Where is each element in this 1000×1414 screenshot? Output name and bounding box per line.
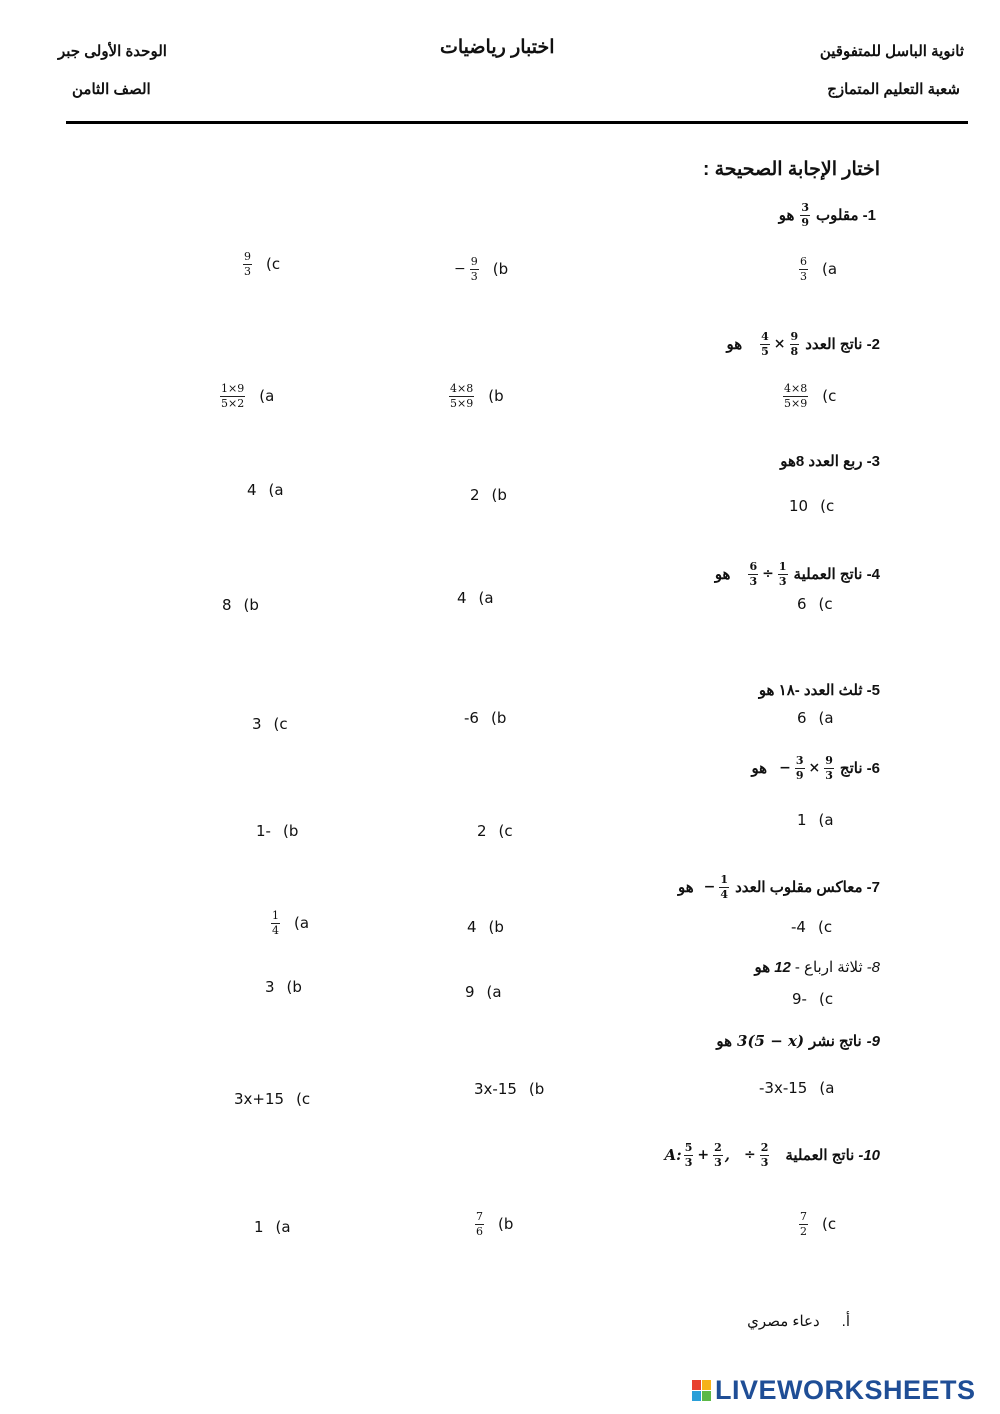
q6-option-a[interactable] [797,811,834,829]
question-9-number: 9- [866,1032,880,1050]
q7-option-b-value: 4 [467,918,477,936]
question-1-tail: هو [778,207,795,225]
q9-option-b-label: (b [528,1080,545,1098]
q3-option-b[interactable] [470,486,507,504]
q2-option-b-value: $\frac{4\times 8}{5\times 9}$ [450,382,474,410]
q8-option-a-label: (a [486,983,502,1001]
question-2-label: 2- ناتج العدد [805,336,880,354]
q7-option-a-value: $\frac{1}{4}$ [272,909,279,937]
q3-option-a[interactable] [247,481,284,499]
teacher-signature [747,1312,850,1330]
school-name: ثانوية الباسل للمتفوقين [819,43,964,60]
q8-option-c[interactable] [792,990,833,1008]
q1-option-b[interactable] [452,256,508,282]
signature-prefix: أ. [841,1313,850,1330]
question-4 [715,561,880,587]
question-9-expression: 3(5 − x) [737,1032,805,1050]
q10-option-b-value: $\frac{7}{6}$ [476,1210,483,1238]
q2-option-a-label: (a [259,387,275,406]
q4-option-a[interactable] [457,589,494,607]
q8-option-a-value: 9 [465,983,475,1001]
q7-option-b[interactable] [467,918,504,936]
q4-option-a-label: (a [478,589,494,607]
question-8-number: 8- [866,958,880,976]
q1-option-b-sign: − [454,261,466,278]
q2-option-c-label: (c [822,387,837,406]
unit-name: الوحدة الأولى جبر [58,43,167,60]
q10-option-c-value: $\frac{7}{2}$ [800,1210,807,1238]
q9-option-a-label: (a [819,1079,835,1097]
q8-option-c-value: 9- [792,990,807,1008]
question-1-fraction: $\frac{3}{9}$ [801,201,810,229]
q8-option-a[interactable] [465,983,502,1001]
q5-option-b-value: -6 [464,709,479,727]
q9-option-c[interactable] [234,1090,310,1108]
q2-option-a-value: $\frac{1\times 9}{5\times 2}$ [221,382,245,410]
question-4-expression: $\frac{6}{3}$ ÷ $\frac{1}{3}$ [749,560,787,588]
q6-option-b[interactable] [256,822,298,840]
question-10-label: ناتج العملية [785,1147,855,1165]
q1-option-a[interactable] [797,256,837,282]
grade-name: الصف الثامن [72,81,151,98]
q1-option-c[interactable] [241,251,280,277]
q10-option-a-label: (a [275,1218,291,1236]
liveworksheets-logo-text: LIVEWORKSHEETS [715,1375,976,1405]
question-6-tail: هو [751,760,768,778]
question-6-expression: − $\frac{3}{9}$ × $\frac{9}{3}$ [779,754,833,782]
q8-option-c-label: (c [818,990,834,1008]
q4-option-c[interactable] [797,595,833,613]
q7-option-c[interactable] [791,918,832,936]
q5-option-a[interactable] [797,709,834,727]
q1-option-a-label: (a [822,260,838,279]
question-9-tail: هو [716,1033,733,1050]
q10-option-b-label: (b [498,1215,514,1234]
q1-option-c-value: $\frac{9}{3}$ [244,250,251,278]
q5-option-a-value: 6 [797,709,807,727]
question-2-expression: $\frac{4}{5}$ × $\frac{9}{8}$ [761,330,799,358]
q2-option-c-value: $\frac{4\times 8}{5\times 9}$ [784,382,808,410]
q4-option-b[interactable] [222,596,259,614]
q7-option-a[interactable] [269,910,309,936]
q2-option-a[interactable] [218,383,274,409]
q6-option-c-label: (c [498,822,513,840]
q7-option-a-label: (a [294,914,310,933]
question-9-label: ناتج نشر [809,1033,862,1050]
question-10-expression: A: $\frac{5}{3}$ + $\frac{2}{3}$ , ÷ $\frac{2}{3}$ [664,1141,769,1169]
question-8-tail: هو [754,959,771,976]
question-7 [678,874,880,900]
liveworksheets-logo[interactable] [692,1375,976,1406]
question-1 [779,202,876,228]
q5-option-c-label: (c [273,715,288,733]
q4-option-a-value: 4 [457,589,467,607]
question-3: 3- ربع العدد 8هو [780,453,880,470]
q9-option-b-value: 3x-15 [474,1080,517,1098]
question-2-tail: هو [726,336,743,354]
q9-option-a[interactable] [759,1079,834,1097]
q3-option-c-value: 10 [789,497,809,515]
q10-option-c-label: (c [822,1215,837,1234]
q8-option-b-value: 3 [265,978,275,996]
question-5: 5- ثلث العدد -١٨ هو [758,682,880,699]
q7-option-c-value: -4 [791,918,806,936]
q9-option-c-value: 3x+15 [234,1090,285,1108]
question-4-label: 4- ناتج العملية [793,566,880,584]
q1-option-c-label: (c [266,255,281,274]
question-10 [665,1142,881,1168]
branch-name: شعبة التعليم المتمازج [827,81,960,98]
liveworksheets-logo-icon [692,1380,711,1401]
q7-option-c-label: (c [817,918,833,936]
q4-option-b-value: 8 [222,596,232,614]
q8-option-b[interactable] [265,978,302,996]
question-2 [726,331,880,357]
question-7-expression: − $\frac{1}{4}$ [703,873,729,901]
teacher-name: دعاء مصري [747,1313,820,1330]
q2-option-b[interactable] [447,383,504,409]
q5-option-b[interactable] [464,709,506,727]
q3-option-b-label: (b [491,486,507,504]
q3-option-b-value: 2 [470,486,480,504]
question-9 [716,1032,880,1050]
q9-option-c-label: (c [296,1090,311,1108]
q10-option-c[interactable] [797,1211,836,1237]
q3-option-c-label: (c [820,497,835,515]
q6-option-a-label: (a [818,811,834,829]
question-4-tail: هو [714,566,731,584]
q1-option-b-value: $\frac{9}{3}$ [470,255,478,283]
q9-option-a-value: -3x-15 [759,1079,808,1097]
q2-option-b-label: (b [488,387,504,406]
page-title: اختبار رياضيات [440,37,555,58]
q4-option-b-label: (b [243,596,259,614]
q4-option-c-value: 6 [797,595,807,613]
q3-option-a-value: 4 [247,481,257,499]
question-10-number: 10- [858,1146,880,1164]
question-8-label: ثلاثة ارباع - [794,959,863,976]
question-7-label: 7- معاكس مقلوب العدد [735,879,880,897]
q5-option-c[interactable] [252,715,288,733]
q3-option-c[interactable] [789,497,834,515]
q6-option-b-label: (b [282,822,299,840]
q5-option-b-label: (b [490,709,507,727]
question-6 [751,755,880,781]
question-8 [755,958,880,976]
q10-option-a[interactable] [254,1218,291,1236]
q6-option-b-value: 1- [256,822,271,840]
question-6-label: 6- ناتج [839,760,880,778]
question-8-value: 12 [774,958,791,976]
q9-option-b[interactable] [474,1080,544,1098]
q7-option-b-label: (b [488,918,504,936]
question-1-label: 1- مقلوب [816,207,876,225]
header-divider [66,121,968,124]
q1-option-b-label: (b [492,260,509,279]
question-7-tail: هو [678,879,694,897]
instruction: اختار الإجابة الصحيحة : [702,159,880,180]
q10-option-a-value: 1 [254,1218,264,1236]
q1-option-a-value: $\frac{6}{3}$ [800,255,807,283]
q5-option-c-value: 3 [252,715,262,733]
q6-option-c-value: 2 [477,822,487,840]
q5-option-a-label: (a [818,709,834,727]
q2-option-c[interactable] [781,383,836,409]
q6-option-a-value: 1 [797,811,807,829]
q6-option-c[interactable] [477,822,513,840]
q4-option-c-label: (c [818,595,833,613]
q8-option-b-label: (b [286,978,302,996]
q10-option-b[interactable] [473,1211,513,1237]
q3-option-a-label: (a [268,481,284,499]
